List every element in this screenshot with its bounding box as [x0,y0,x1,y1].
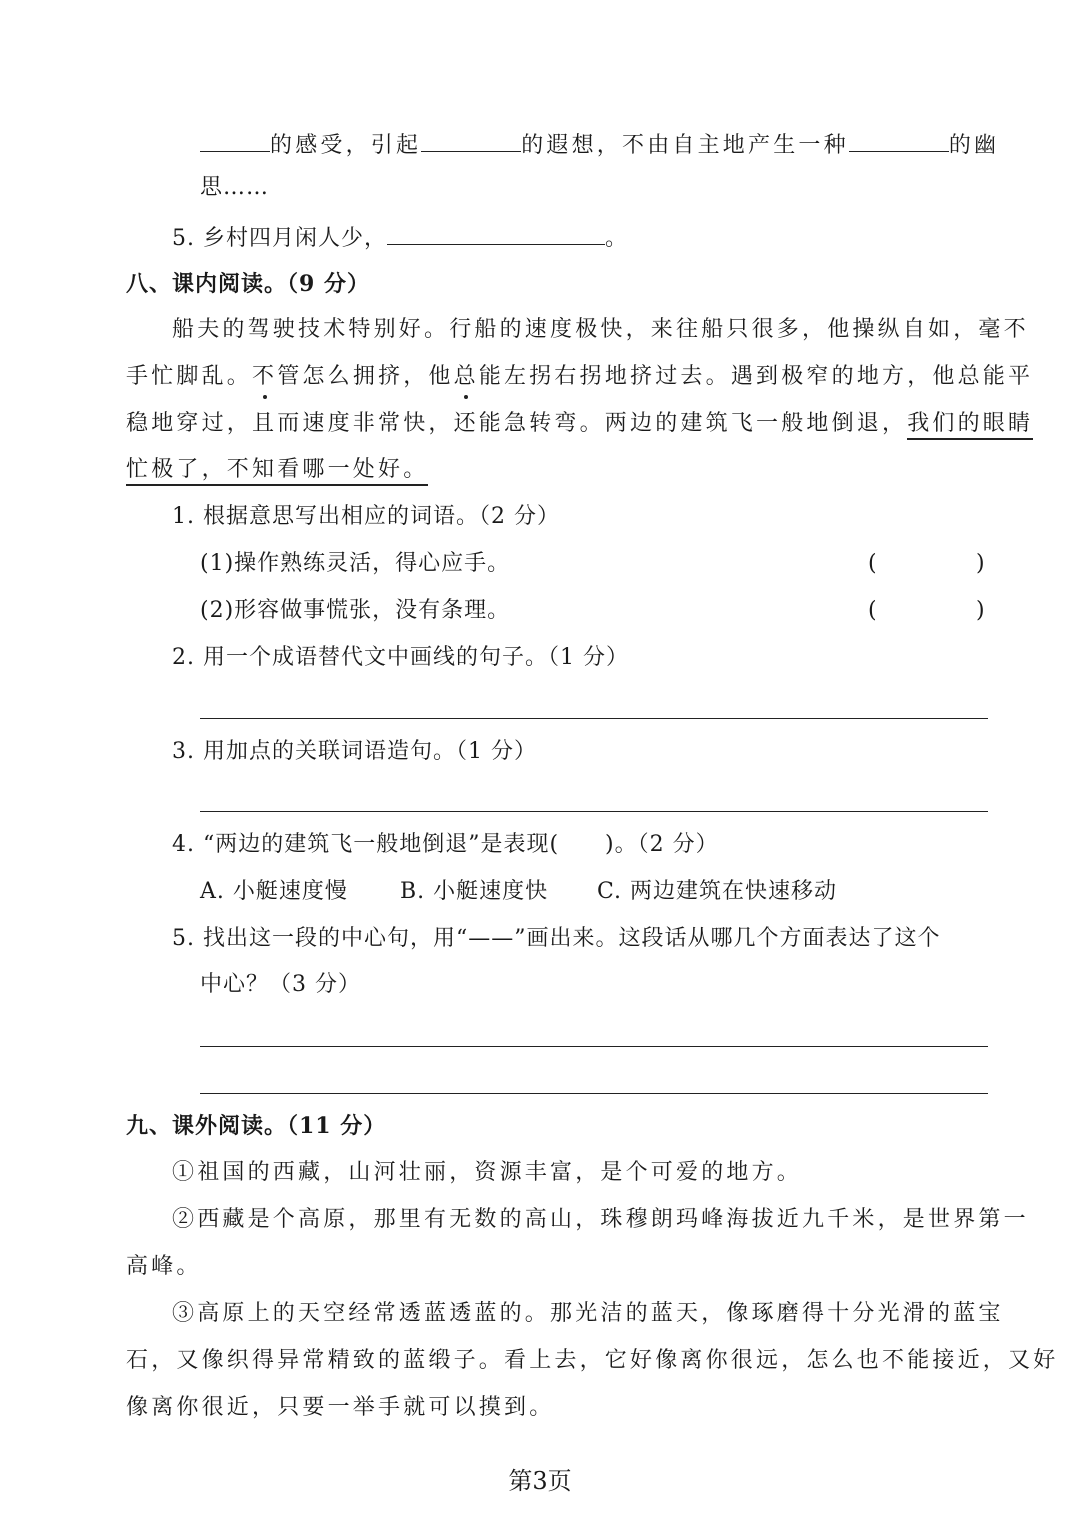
answer-line[interactable] [200,1046,988,1047]
question-2: 2. 用一个成语替代文中画线的句子。（1 分） [172,645,629,670]
question-1b: (2)形容做事慌张，没有条理。 [200,598,511,623]
question-1: 1. 根据意思写出相应的词语。（2 分） [172,504,560,529]
option-b: B. 小艇速度快 [400,879,549,904]
answer-blank[interactable] [387,220,605,245]
passage-text: 能左拐右拐地挤过去。遇到极窄的地方，他总能平 [478,364,1034,389]
q7-item5 [172,220,628,255]
q7-text: 的幽 [948,133,1000,158]
option-a: A. 小艇速度慢 [200,879,348,904]
passage-paragraph-2-cont: 高峰。 [126,1254,202,1279]
passage-paragraph-3: ③高原上的天空经常透蓝透蓝的。那光洁的蓝天，像琢磨得十分光滑的蓝宝 [172,1301,1004,1326]
passage-text: 手忙脚乱。 [126,364,253,389]
passage-text: 稳地穿过，且而速度非常快，还能急转弯。两边的建筑飞一般地倒退， [126,411,908,436]
question-1a: (1)操作熟练灵活，得心应手。 [200,551,511,576]
question-5: 5. 找出这一段的中心句，用“——”画出来。这段话从哪几个方面表达了这个 [172,926,941,951]
answer-blank[interactable] [421,127,521,152]
question-5-cont: 中心？（3 分） [200,972,361,997]
paren-open: ( [868,551,877,576]
passage-paragraph-3-cont: 石，又像织得异常精致的蓝缎子。看上去，它好像离你很远，怎么也不能接近，又好 [126,1348,1059,1373]
dotted-word: 总 [454,361,479,393]
answer-line[interactable] [200,718,988,719]
option-c: C. 两边建筑在快速移动 [597,879,838,904]
underlined-sentence: 我们的眼睛 [907,411,1033,440]
q7-line2: 思…… [200,175,270,200]
q7-text: 的遐想，不由自主地产生一种 [521,133,849,158]
q7-text: 的感受，引起 [270,133,422,158]
dotted-word: 不 [252,361,277,393]
answer-blank[interactable] [200,127,270,152]
underlined-sentence: 忙极了，不知看哪一处好。 [126,457,428,486]
paren-close: ) [976,598,985,623]
passage-paragraph-1: ①祖国的西藏，山河壮丽，资源丰富，是个可爱的地方。 [172,1160,803,1185]
paren-open: ( [868,598,877,623]
passage-line [126,408,1033,440]
passage-line [126,454,428,486]
section8-title: 八、课内阅读。（9 分） [126,271,370,297]
q7-item5-text: 5. 乡村四月闲人少， [172,226,387,251]
page-number: 第3页 [508,1467,572,1495]
q7-item5-end: 。 [604,226,628,251]
answer-blank[interactable] [849,127,949,152]
passage-paragraph-2: ②西藏是个高原，那里有无数的高山，珠穆朗玛峰海拔近九千米，是世界第一 [172,1207,1029,1232]
passage-paragraph-3-cont: 像离你很近，只要一举手就可以摸到。 [126,1395,555,1420]
passage-line [126,361,1033,393]
answer-line[interactable] [200,1093,988,1094]
answer-line[interactable] [200,811,988,812]
paren-close: ) [976,551,985,576]
question-3: 3. 用加点的关联词语造句。（1 分） [172,739,537,764]
section9-title: 九、课外阅读。（11 分） [126,1113,387,1139]
passage-line: 船夫的驾驶技术特别好。行船的速度极快，来往船只很多，他操纵自如，毫不 [172,317,1029,342]
q7-line1 [200,127,999,162]
question-4: 4. “两边的建筑飞一般地倒退”是表现( )。（2 分） [172,832,719,857]
passage-text: 管怎么拥挤，他 [277,364,454,389]
